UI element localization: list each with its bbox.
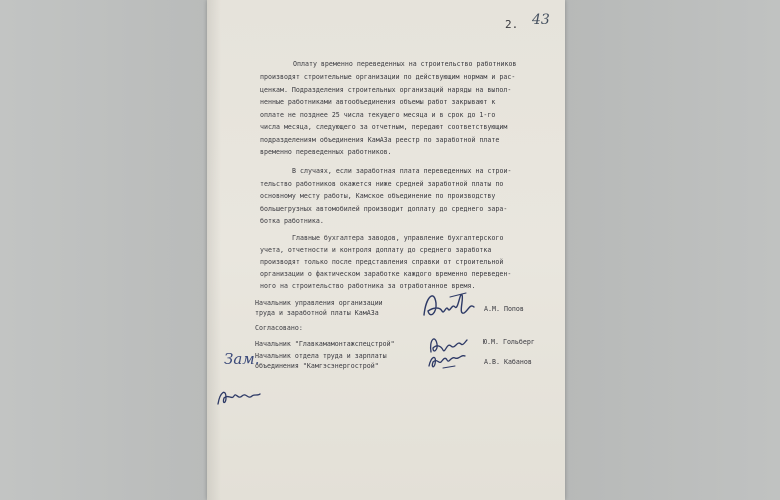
signatory-name: Ю.М. Гольберг [483, 338, 535, 346]
background-right [565, 0, 780, 500]
text-line: ботка работника. [260, 217, 324, 225]
text-line: большегрузных автомобилей производит доплату до среднего зара- [260, 205, 508, 213]
signatory-title: Начальник отдела труда и зарплаты [255, 352, 387, 360]
text-line: организации о фактическом заработке каждого временно переведен- [260, 270, 512, 278]
text-line: ненные работниками автообъединения объемы работ закрывают к [260, 98, 496, 106]
text-line: ного на строительство работника за отработанное время. [260, 282, 476, 290]
signature-popov [420, 285, 480, 325]
text-line: производят только после представления справки от строительной [260, 258, 504, 266]
handwritten-page-number: 43 [532, 12, 550, 28]
text-line: Оплату временно переведенных на строительство работников [293, 60, 517, 68]
signatory-title: Начальник управления организации [255, 299, 383, 307]
handwritten-note: Зам. [224, 350, 260, 368]
signatory-name: А.М. Попов [484, 305, 524, 313]
text-line: временно переведенных работников. [260, 148, 392, 156]
signatory-name: А.В. Кабанов [484, 358, 532, 366]
text-line: тельство работников окажется ниже средней заработной платы по [260, 180, 504, 188]
background-left [0, 0, 208, 500]
text-line: оплате не позднее 25 числа текущего месяца и в срок до 1-го [260, 111, 496, 119]
text-line: производят строительные организации по действующим нормам и рас- [260, 73, 516, 81]
signature-kabanov [425, 348, 470, 373]
signatory-title: труда и заработной платы КамАЗа [255, 309, 379, 317]
signatory-title: объединения "Камгэсэнергострой" [255, 362, 379, 370]
text-line: В случаях, если заработная плата переведенных на строи- [292, 167, 512, 175]
text-line: числа месяца, следующего за отчетным, передают соответствующим [260, 123, 508, 131]
text-line: ценкам. Подразделения строительных организаций наряды на выпол- [260, 86, 512, 94]
page-number: 2. [505, 18, 519, 31]
text-line: Главные бухгалтера заводов, управление бухгалтерского [292, 234, 504, 242]
signature-deputy [214, 382, 264, 412]
text-line: основному месту работы, Камское объединение по производству [260, 192, 496, 200]
signatory-title: Начальник "Главкамамонтажспецстрой" [255, 340, 395, 348]
text-line: подразделениям объединения КамАЗа реестр по заработной плате [260, 136, 500, 144]
agreed-label: Согласовано: [255, 324, 303, 332]
text-line: учета, отчетности и контроля доплату до среднего заработка [260, 246, 492, 254]
